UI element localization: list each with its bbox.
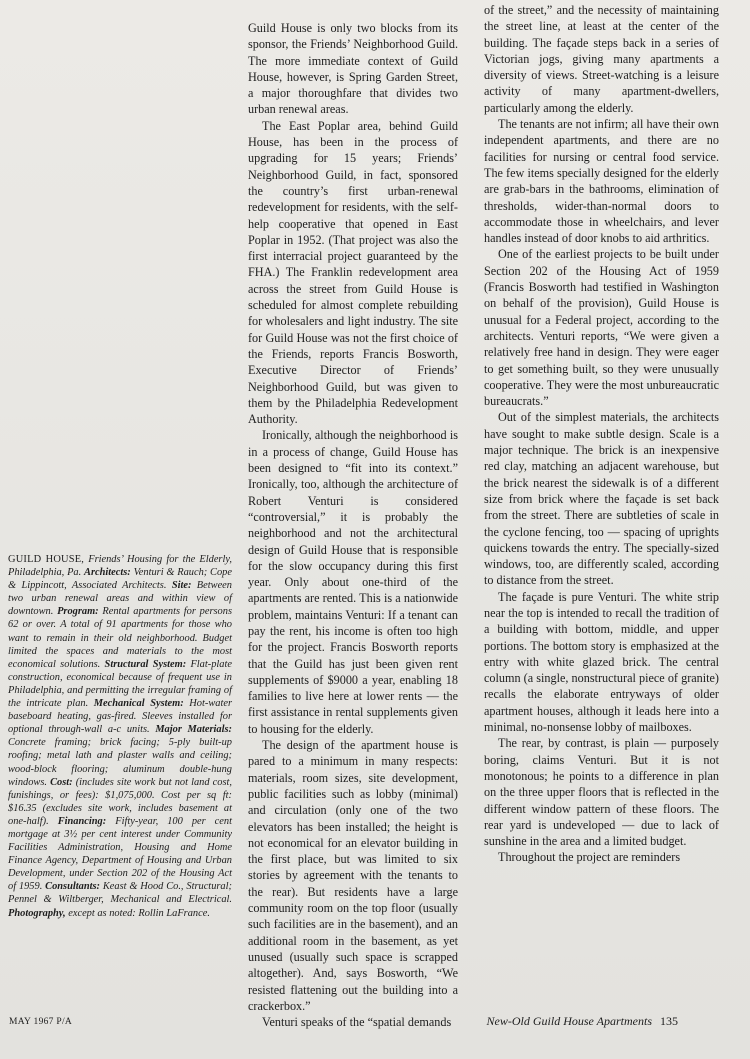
running-footer xyxy=(487,1014,678,1029)
paragraph: The tenants are not infirm; all have their own independent apartments, and there are no facilities for nursing or central food service. The few items specially designed for the elderly are grab-bars in the bathrooms, elimination of thresholds, wider-than-normal doors to accommodate those in wheelchairs, and lever handles instead of door knobs to aid arthritics. xyxy=(484,117,719,246)
photo-caption xyxy=(8,553,232,920)
caption-text: Concrete framing; brick facing; 5-ply built-up roofing; metal lath and plaster walls and ceiling; wood-block flooring; aluminum double-hung windows. xyxy=(8,737,232,788)
caption-text: Hot-water baseboard heating, gas-fired. Sleeves installed for optional through-wall a-c units. xyxy=(8,698,233,736)
caption-text: (includes site work but not land cost, funishings, or fees): $1,075,000. Cost per sq ft: $16.35 (excludes site work, includes basement at one-half). xyxy=(8,776,232,827)
caption-parts xyxy=(8,567,232,918)
caption-label: Site: xyxy=(171,580,192,592)
paragraph: The rear, by contrast, is plain — purposely boring, claims Venturi. But it is not monotonous; he points to a difference in plan on the three upper floors that is reflected in the different window pattern of these floors. The rear yard is undeveloped — due to lack of sunshine in the area and a limited budget. xyxy=(484,736,719,849)
paragraph: The design of the apartment house is pared to a minimum in many respects: materials, room sizes, site development, public facilities such as lobby (minimal) and circulation (only one of the two elevators has been installed; the height is not economical for an elevator building in the first place, but was limited to six stories by agreement with the tenants to the rear). But residents have a large community room on the top floor (usually such facilities are in the basement), and an additional room in the basement, as yet unused (usually such space is scrapped altogether). And, says Bosworth, “We resisted flattening out the building into a crackerbox.” xyxy=(248,738,458,1013)
paragraph: Out of the simplest materials, the architects have sought to make subtle design. Scale is a major technique. The brick is an inexpensive red clay, matching an adjacent warehouse, but the brick nearest the sidewalk is of a different size from brick where the façade is set back from the street. There are subtleties of scale in the cyclone fencing, too — spacing of uprights quickens towards the entry. The specially-sized windows, too, are differently scaled, according to distance from the street. xyxy=(484,410,719,588)
caption-text: Between two urban renewal areas and within view of downtown. xyxy=(8,580,232,618)
caption-text: except as noted: Rollin LaFrance. xyxy=(65,907,210,919)
caption-label: Cost: xyxy=(50,776,73,788)
paragraph: Throughout the project are reminders xyxy=(498,850,681,865)
caption-text: Venturi & Rauch; Cope & Lippincott, Associated Architects. xyxy=(8,567,232,592)
paragraph: Venturi speaks of the “spatial demands xyxy=(262,1015,452,1030)
caption-label: Architects: xyxy=(84,567,131,579)
paragraph: Ironically, although the neighborhood is in a process of change, Guild House has been designed to “fit into its context.” Ironically, too, although the architecture of Robert Venturi is considered “controversial,” it is probably the neighborhood and not the architectural design of Guild House that is responsible for the slow occupancy during this first year. Only about one-third of the apartments are rented. This is a nationwide problem, maintains Venturi: If a tenant can pay the rent, his income is often too high for the project. Francis Bosworth reports that the Guild has just been given rent supplements of $9000 a year, enabling 18 families to live here at lower rents — the first assistance in rental supplements given to housing for the elderly. xyxy=(248,428,458,736)
caption-label: Financing: xyxy=(57,815,107,827)
caption-label: Photography, xyxy=(8,907,66,919)
caption-intro: Friends’ Housing for the Elderly, Philadelphia, Pa. xyxy=(8,554,232,579)
caption-label: Structural System: xyxy=(104,658,187,670)
paragraph: The façade is pure Venturi. The white strip near the top is intended to recall the tradition of a building with bottom, middle, and upper portions. The bottom story is emphasized at the entry with white glazed brick. The central column (a single, nonstructural piece of granite) recalls the elaborate entryways of older apartment houses, although it leads here into a minimal, no-nonsense lobby of mailboxes. xyxy=(484,589,719,735)
text-column-right xyxy=(484,2,719,866)
caption-text: Keast & Hood Co., Structural; Pennel & Wiltberger, Mechanical and Electrical. xyxy=(8,881,232,906)
paragraph: The East Poplar area, behind Guild House, has been in the process of upgrading for 15 years; Friends’ Neighborhood Guild, in fact, sponsored the country’s first urban-renewal redevelopment for residents, with the self-help cooperative that opened in East Poplar in 1952. (That project was also the first interracial project guaranteed by the FHA.) The Franklin redevelopment area across the street from Guild House is scheduled for almost complete rebuilding for wholesalers and light industry. The site for Guild House was not the first choice of the Friends, reports Francis Bosworth, Executive Director of Friends’ Neighborhood Guild, but was given to them by the Philadelphia Redevelopment Authority. xyxy=(248,118,458,427)
paragraph: of the street,” and the necessity of maintaining the street line, at least at the center of the building. The façade steps back in a series of Victorian jogs, giving many apartments a diversity of views. Street-watching is a leisure activity of many apartment-dwellers, particularly among the elderly. xyxy=(484,3,719,115)
caption-heading: GUILD HOUSE, xyxy=(8,554,85,565)
caption-label: Program: xyxy=(57,606,99,618)
caption-label: Consultants: xyxy=(45,881,101,893)
caption-label: Major Materials: xyxy=(155,724,233,736)
text-column-left xyxy=(248,20,458,1030)
article-title: New-Old Guild House Apartments xyxy=(486,1014,652,1028)
caption-label: Mechanical System: xyxy=(93,698,184,710)
caption-text: Fifty-year, 100 per cent mortgage at 3½ per cent interest under Community Facilities Administration, Housing and Home Finance Agency, Department of Housing and Urban Development, under Section 202 of the Housing Act of 1959. xyxy=(8,815,232,893)
paragraph: One of the earliest projects to be built under Section 202 of the Housing Act of 1959 (Francis Bosworth had testified in Washington on behalf of the provision), Guild House is unusual for a Federal project, according to the architects. Venturi reports, “We were given a relatively free hand in design. They were eager to get something built, so they were unusually cooperative. They were the most unbureaucratic bureaucrats.” xyxy=(484,247,719,409)
paragraph: Guild House is only two blocks from its sponsor, the Friends’ Neighborhood Guild. The more immediate context of Guild House, however, is Spring Garden Street, a major thoroughfare that divides two urban renewal areas. xyxy=(248,21,458,117)
caption-text: Flat-plate construction, economical because of frequent use in Philadelphia, and permitting the irregular framing of the intricate plan. xyxy=(8,658,233,710)
page-number: 135 xyxy=(660,1014,678,1028)
caption-text: Rental apartments for persons 62 or over. A total of 91 apartments for those who want to remain in their old neighborhood. Budget limited the spaces and materials to the most economical solutions. xyxy=(8,606,232,670)
issue-date: MAY 1967 P/A xyxy=(9,1017,73,1027)
